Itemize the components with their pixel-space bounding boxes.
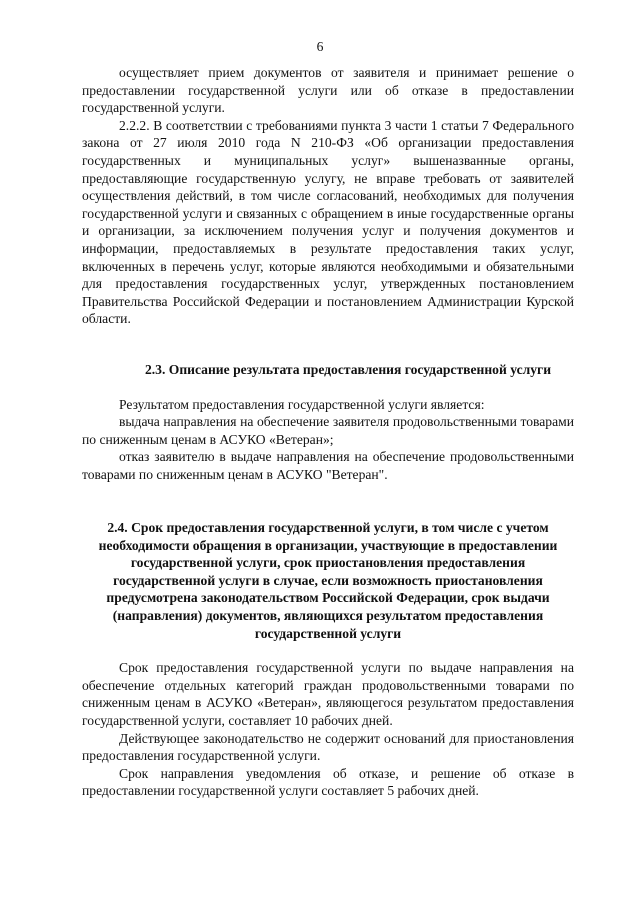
refusal-notice-paragraph: Срок направления уведомления об отказе, и решение об отказе в предоставлении государственной услуги составляет 5 рабочих дней.: [82, 765, 574, 799]
paragraph-2-2-2: 2.2.2. В соответствии с требованиями пункта 3 части 1 статьи 7 Федерального закона от 27 июля 2010 года N 210-ФЗ «Об организации предоставления государственных и муниципальных услуг» вышеназванные органы, предоставляющие государственную услугу, не вправе требовать от заявителей осуществления действий, в том числе согласований, необходимых для получения государственной услуги и связанных с обращением в иные государственные органы и организации, за исключением получения услуг и получения документов и информации, предоставляемых в результате предоставления таких услуг, включенных в перечень услуг, которые являются необходимыми и обязательными для предоставления государственных услуг, утвержденных постановлением Правительства Российской Федерации и постановлением Администрации Курской области.: [82, 117, 574, 327]
paragraph-continuation: осуществляет прием документов от заявителя и принимает решение о предоставлении государственной услуги или об отказе в предоставлении государственной услуги.: [82, 65, 574, 116]
result-intro: Результатом предоставления государственной услуги является:: [119, 396, 485, 412]
result-item-issue: выдача направления на обеспечение заявителя продовольственными товарами по сниженным ценам в АСУКО «Ветеран»;: [82, 414, 574, 447]
section-2-3: [82, 361, 574, 484]
section-2-3-heading: 2.3. Описание результата предоставления государственной услуги: [144, 362, 552, 377]
section-2-2-text: [82, 64, 574, 328]
section-2-4: [82, 519, 574, 800]
page-number: 6: [316, 39, 324, 54]
result-item-refusal: отказ заявителю в выдаче направления на обеспечение продовольственными товарами по сниженным ценам в АСУКО "Ветеран".: [82, 449, 574, 482]
term-paragraph: Срок предоставления государственной услуги по выдаче направления на обеспечение отдельных категорий граждан продовольственными товарами по сниженным ценам в АСУКО «Ветеран», являющегося результатом предоставления государственной услуги, составляет 10 рабочих дней.: [82, 660, 574, 728]
section-2-4-heading: 2.4. Срок предоставления государственной услуги, в том числе с учетом необходимости обращения в организации, участвующие в предоставлении государственной услуги, срок приостановления предоставления государственной услуги в случае, если возможность приостановления предусмотрена законодательством Российской Федерации, срок выдачи (направления) документов, являющихся результатом предоставления государственной услуги: [98, 520, 558, 641]
suspension-paragraph: Действующее законодательство не содержит оснований для приостановления предоставления государственной услуги.: [82, 730, 574, 764]
